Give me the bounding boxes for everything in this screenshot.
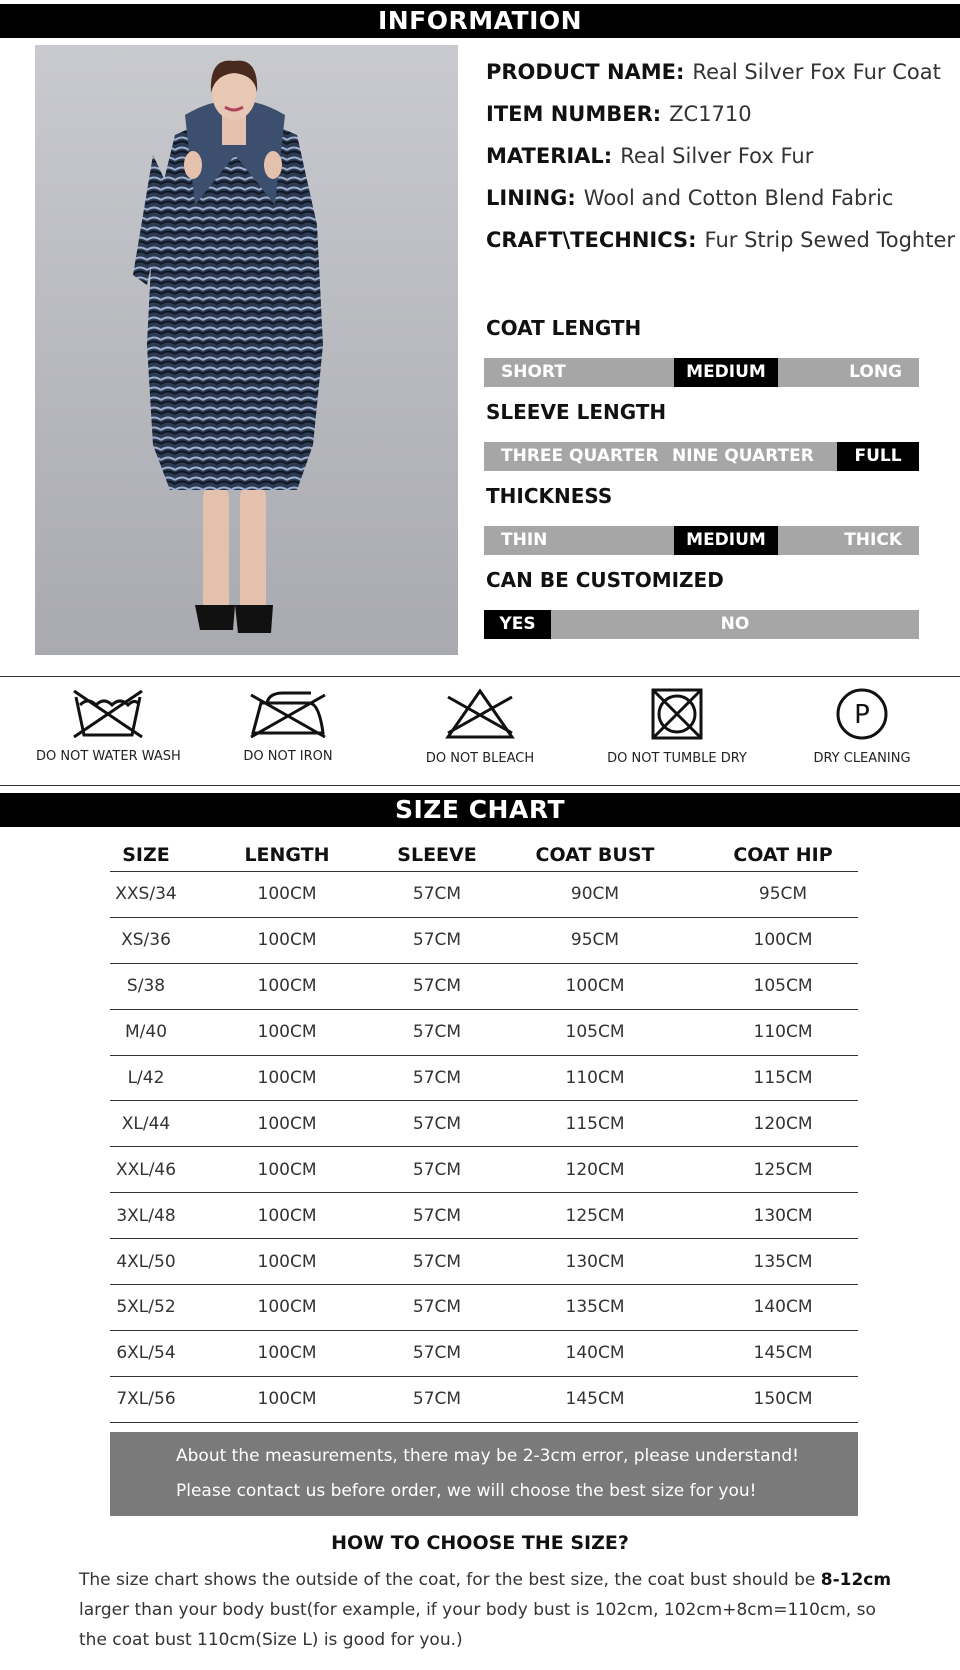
cell-coat-bust: 105CM bbox=[482, 1009, 708, 1055]
spec-material bbox=[486, 144, 946, 186]
measurement-note bbox=[110, 1432, 858, 1516]
cell-coat-hip: 120CM bbox=[708, 1101, 858, 1147]
cell-sleeve: 57CM bbox=[392, 1147, 482, 1193]
spec-product-name bbox=[486, 60, 946, 102]
care-item bbox=[415, 687, 545, 766]
option-thin: THIN bbox=[501, 530, 548, 550]
cell-coat-hip: 140CM bbox=[708, 1285, 858, 1331]
product-specs bbox=[486, 60, 956, 270]
no-bleach-icon bbox=[444, 687, 516, 741]
size-chart-table bbox=[110, 838, 858, 1423]
cell-sleeve: 57CM bbox=[392, 872, 482, 918]
cell-length: 100CM bbox=[182, 1101, 392, 1147]
cell-sleeve: 57CM bbox=[392, 1376, 482, 1422]
thickness-bar bbox=[484, 526, 919, 555]
spec-key: ITEM NUMBER: bbox=[486, 102, 662, 126]
cell-length: 100CM bbox=[182, 917, 392, 963]
cell-length: 100CM bbox=[182, 1285, 392, 1331]
product-photo bbox=[35, 45, 458, 655]
howto-text-part: The size chart shows the outside of the coat, for the best size, the coat bust should be bbox=[79, 1570, 821, 1590]
cell-length: 100CM bbox=[182, 1330, 392, 1376]
care-label: DO NOT IRON bbox=[243, 749, 333, 764]
cell-coat-hip: 105CM bbox=[708, 963, 858, 1009]
customized-title: CAN BE CUSTOMIZED bbox=[486, 568, 724, 592]
cell-coat-hip: 95CM bbox=[708, 872, 858, 918]
cell-coat-bust: 120CM bbox=[482, 1147, 708, 1193]
spec-value: Wool and Cotton Blend Fabric bbox=[583, 186, 894, 210]
spec-value: Real Silver Fox Fur Coat bbox=[692, 60, 941, 84]
cell-sleeve: 57CM bbox=[392, 963, 482, 1009]
care-label: DO NOT WATER WASH bbox=[36, 749, 181, 764]
howto-text-bold: 8-12cm bbox=[820, 1570, 892, 1590]
option-medium-selected: MEDIUM bbox=[674, 526, 778, 555]
care-item bbox=[228, 687, 348, 764]
header-coat-hip: COAT HIP bbox=[708, 838, 858, 872]
cell-size: 7XL/56 bbox=[110, 1376, 182, 1422]
cell-coat-bust: 90CM bbox=[482, 872, 708, 918]
spec-value: Fur Strip Sewed Toghter bbox=[704, 228, 956, 252]
table-row bbox=[110, 872, 858, 918]
cell-sleeve: 57CM bbox=[392, 1330, 482, 1376]
option-short: SHORT bbox=[501, 362, 566, 382]
care-label: DO NOT BLEACH bbox=[425, 751, 535, 766]
spec-value: ZC1710 bbox=[669, 102, 752, 126]
cell-coat-bust: 110CM bbox=[482, 1055, 708, 1101]
option-long: LONG bbox=[849, 362, 902, 382]
cell-size: XL/44 bbox=[110, 1101, 182, 1147]
cell-coat-hip: 115CM bbox=[708, 1055, 858, 1101]
cell-size: 5XL/52 bbox=[110, 1285, 182, 1331]
option-nine-quarter: NINE QUARTER bbox=[672, 446, 814, 466]
note-line: Please contact us before order, we will choose the best size for you! bbox=[176, 1481, 757, 1501]
thickness-title: THICKNESS bbox=[486, 484, 613, 508]
cell-length: 100CM bbox=[182, 1009, 392, 1055]
cell-coat-hip: 150CM bbox=[708, 1376, 858, 1422]
option-full-selected: FULL bbox=[837, 442, 919, 471]
table-row bbox=[110, 1147, 858, 1193]
cell-length: 100CM bbox=[182, 1376, 392, 1422]
cell-coat-bust: 100CM bbox=[482, 963, 708, 1009]
cell-coat-bust: 125CM bbox=[482, 1193, 708, 1239]
howto-text-part: larger than your body bust(for example, if your body bust is 102cm, 102cm+8cm=110cm, so the coat bust 110cm(Size L) is good for you.) bbox=[79, 1600, 876, 1650]
no-tumble-dry-icon bbox=[650, 687, 704, 741]
option-yes-selected: YES bbox=[484, 610, 551, 639]
cell-coat-bust: 135CM bbox=[482, 1285, 708, 1331]
cell-length: 100CM bbox=[182, 1147, 392, 1193]
cell-coat-hip: 125CM bbox=[708, 1147, 858, 1193]
coat-length-bar bbox=[484, 358, 919, 387]
cell-sleeve: 57CM bbox=[392, 1055, 482, 1101]
table-row bbox=[110, 1330, 858, 1376]
cell-sleeve: 57CM bbox=[392, 1193, 482, 1239]
table-header-row bbox=[110, 838, 858, 872]
option-three-quarter: THREE QUARTER bbox=[501, 446, 659, 466]
care-label: DRY CLEANING bbox=[813, 751, 911, 766]
table-row bbox=[110, 917, 858, 963]
cell-size: XXS/34 bbox=[110, 872, 182, 918]
spec-craft bbox=[486, 228, 956, 270]
size-chart-banner: SIZE CHART bbox=[0, 793, 960, 827]
customized-bar bbox=[484, 610, 919, 639]
option-thick: THICK bbox=[844, 530, 902, 550]
header-length: LENGTH bbox=[182, 838, 392, 872]
table-row bbox=[110, 1101, 858, 1147]
cell-sleeve: 57CM bbox=[392, 917, 482, 963]
spec-item-number bbox=[486, 102, 946, 144]
table-row bbox=[110, 963, 858, 1009]
cell-coat-bust: 130CM bbox=[482, 1239, 708, 1285]
cell-sleeve: 57CM bbox=[392, 1239, 482, 1285]
cell-coat-bust: 145CM bbox=[482, 1376, 708, 1422]
header-coat-bust: COAT BUST bbox=[482, 838, 708, 872]
howto-title: HOW TO CHOOSE THE SIZE? bbox=[331, 1532, 629, 1554]
dry-clean-icon bbox=[835, 687, 889, 741]
cell-length: 100CM bbox=[182, 1055, 392, 1101]
cell-coat-bust: 115CM bbox=[482, 1101, 708, 1147]
table-row bbox=[110, 1285, 858, 1331]
cell-size: XS/36 bbox=[110, 917, 182, 963]
cell-coat-hip: 135CM bbox=[708, 1239, 858, 1285]
sleeve-length-title: SLEEVE LENGTH bbox=[486, 400, 667, 424]
option-medium-selected: MEDIUM bbox=[674, 358, 778, 387]
cell-coat-hip: 110CM bbox=[708, 1009, 858, 1055]
spec-key: PRODUCT NAME: bbox=[486, 60, 685, 84]
cell-coat-hip: 145CM bbox=[708, 1330, 858, 1376]
howto-text bbox=[79, 1565, 899, 1655]
table-row bbox=[110, 1055, 858, 1101]
cell-sleeve: 57CM bbox=[392, 1101, 482, 1147]
cell-size: 4XL/50 bbox=[110, 1239, 182, 1285]
spec-key: MATERIAL: bbox=[486, 144, 613, 168]
table-row bbox=[110, 1193, 858, 1239]
spec-value: Real Silver Fox Fur bbox=[620, 144, 814, 168]
sleeve-length-bar bbox=[484, 442, 919, 471]
spec-key: LINING: bbox=[486, 186, 576, 210]
cell-coat-bust: 95CM bbox=[482, 917, 708, 963]
table-row bbox=[110, 1376, 858, 1422]
dry-clean-symbol: P bbox=[854, 700, 870, 730]
cell-size: XXL/46 bbox=[110, 1147, 182, 1193]
care-item bbox=[36, 687, 180, 764]
no-wash-icon bbox=[72, 687, 144, 739]
cell-coat-bust: 140CM bbox=[482, 1330, 708, 1376]
cell-length: 100CM bbox=[182, 1193, 392, 1239]
care-label: DO NOT TUMBLE DRY bbox=[607, 751, 747, 766]
care-item bbox=[806, 687, 918, 766]
spec-lining bbox=[486, 186, 946, 228]
note-line: About the measurements, there may be 2-3cm error, please understand! bbox=[176, 1446, 799, 1466]
cell-coat-hip: 130CM bbox=[708, 1193, 858, 1239]
cell-size: L/42 bbox=[110, 1055, 182, 1101]
cell-length: 100CM bbox=[182, 963, 392, 1009]
table-row bbox=[110, 1239, 858, 1285]
cell-sleeve: 57CM bbox=[392, 1009, 482, 1055]
header-size: SIZE bbox=[110, 838, 182, 872]
cell-length: 100CM bbox=[182, 1239, 392, 1285]
cell-coat-hip: 100CM bbox=[708, 917, 858, 963]
option-no: NO bbox=[720, 614, 750, 634]
cell-size: S/38 bbox=[110, 963, 182, 1009]
table-row bbox=[110, 1009, 858, 1055]
cell-size: M/40 bbox=[110, 1009, 182, 1055]
care-item bbox=[602, 687, 752, 766]
cell-size: 3XL/48 bbox=[110, 1193, 182, 1239]
coat-length-title: COAT LENGTH bbox=[486, 316, 642, 340]
information-banner: INFORMATION bbox=[0, 4, 960, 38]
cell-length: 100CM bbox=[182, 872, 392, 918]
cell-sleeve: 57CM bbox=[392, 1285, 482, 1331]
spec-key: CRAFT\TECHNICS: bbox=[486, 228, 697, 252]
header-sleeve: SLEEVE bbox=[392, 838, 482, 872]
care-instructions bbox=[0, 676, 960, 786]
cell-size: 6XL/54 bbox=[110, 1330, 182, 1376]
no-iron-icon bbox=[247, 687, 329, 739]
